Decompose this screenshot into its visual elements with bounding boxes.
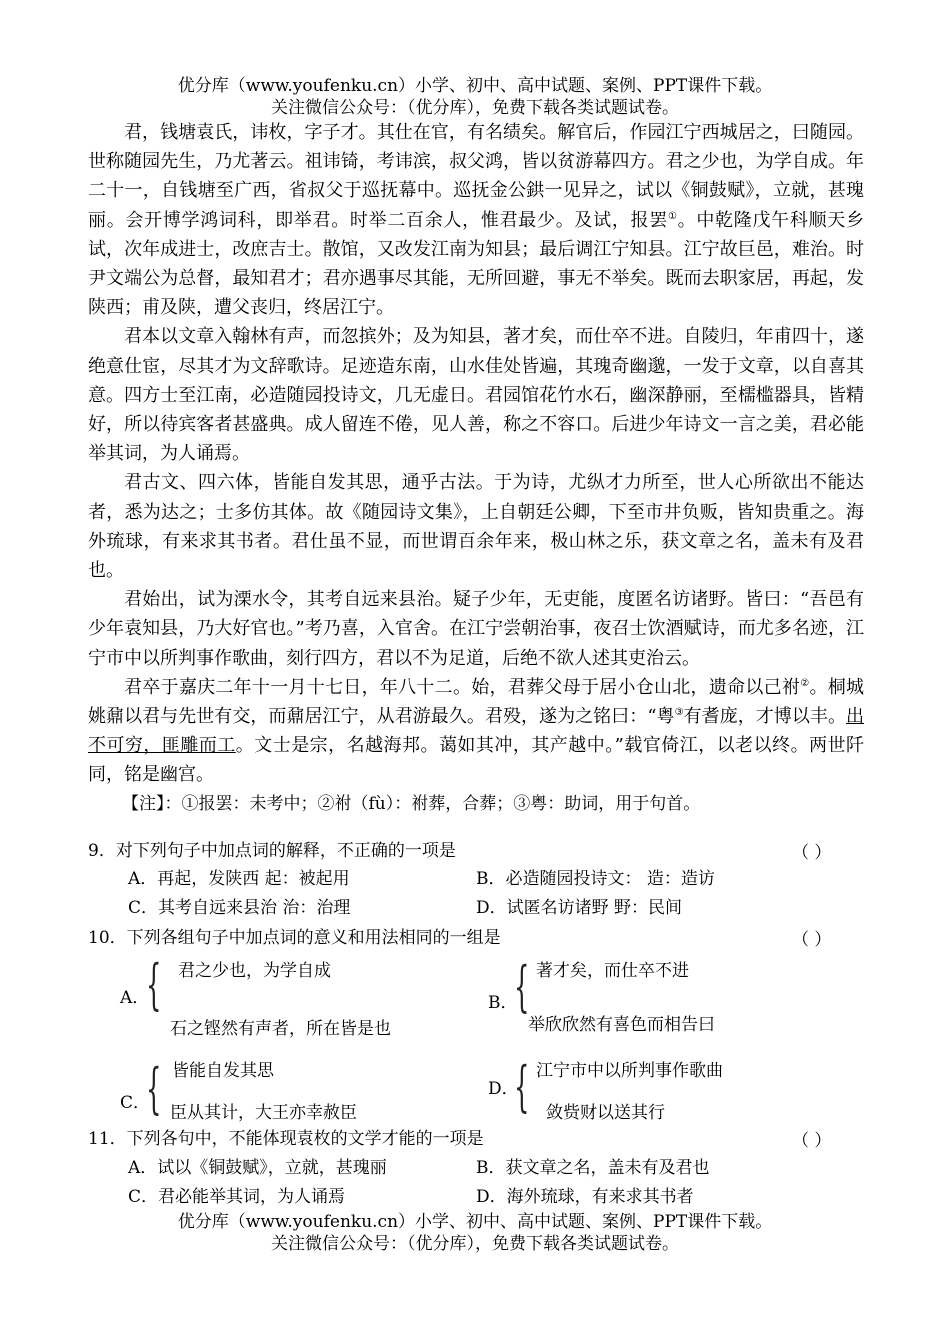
q10-option-a-line-2: 石之铿然有声者，所在皆是也	[170, 1019, 391, 1039]
q10-option-b-line-1: 著才矣，而仕卒不进	[536, 961, 689, 981]
passage-paragraph-5: 君卒于嘉庆二年十一月十七日，年八十二。始，君葬父母于居小仓山北，遗命以己祔②。桐城姚鼐以君与先世有交，而鼐居江宁，从君游最久。君殁，遂为之铭曰：“粤③有耆庞，才博以丰。出不可穷，匪雕而工。文士是宗，名越海邦。蔼如其冲，其产越中。”载官倚江，以老以终。两世阡同，铭是幽宫。	[88, 676, 865, 786]
q10-option-c-label: C．	[120, 1093, 151, 1113]
q10-stem: 10．下列各组句子中加点词的意义和用法相同的一组是	[88, 928, 501, 948]
q10-option-c-brace: {	[146, 1057, 162, 1120]
underlined-phrase: 出不可穷，匪雕而工	[88, 706, 865, 757]
passage-paragraph-2: 君本以文章入翰林有声，而忽摈外；及为知县，著才矣，而仕卒不进。自陵归，年甫四十，遂绝意仕宦，尽其才为文辞歌诗。足迹造东南，山水佳处皆遍，其瑰奇幽邈，一发于文章，以自喜其意。四方士至江南，必造随园投诗文，几无虚日。君园馆花竹水石，幽深静丽，至檽槛器具，皆精好，所以待宾客者甚盛典。成人留连不倦，见人善，称之不容口。后进少年诗文一言之美，君必能举其词，为人诵焉。	[88, 326, 864, 465]
q11-answer-paren: （ ）	[792, 1131, 832, 1151]
q10-option-d-brace: {	[514, 1055, 530, 1118]
passage-paragraph-1: 君，钱塘袁氏，讳枚，字子才。其仕在官，有名绩矣。解官后，作园江宁西城居之，曰随园。世称随园先生，乃尤著云。祖讳锜，考讳滨，叔父鸿，皆以贫游幕四方。君之少也，为学自成。年二十一，自钱塘至广西，省叔父于巡抚幕中。巡抚金公鉷一见异之，试以《铜鼓赋》，立就，甚瑰丽。会开博学鸿词科，即举君。时举二百余人，惟君最少。及试，报罢①。中乾隆戊午科顺天乡试，次年成进士，改庶吉士。散馆，又改发江南为知县；最后调江宁知县。江宁故巨邑，难治。时尹文端公为总督，最知君才；君亦遇事尽其能，无所回避，事无不举矣。既而去职家居，再起，发陕西；甫及陕，遭父丧归，终居江宁。	[88, 122, 865, 319]
q10-option-d-line-2: 敛赀财以送其行	[546, 1103, 665, 1123]
q10-option-c-line-1: 皆能自发其思	[172, 1061, 274, 1081]
header-line-1: 优分库（www.youfenku.cn）小学、初中、高中试题、案例、PPT课件下载。	[177, 76, 773, 96]
annotation-note: 【注】：①报罢：未考中；②祔（fù）：祔葬，合葬；③粤：助词，用于句首。	[122, 793, 701, 814]
header-line-2: 关注微信公众号：（优分库），免费下载各类试题试卷。	[271, 98, 679, 118]
q10-option-b-label: B．	[488, 993, 518, 1013]
footer-line-1: 优分库（www.youfenku.cn）小学、初中、高中试题、案例、PPT课件下载。	[177, 1212, 773, 1232]
q9-option-b: B．必造随园投诗文： 造：造访	[476, 869, 715, 889]
q10-answer-paren: （ ）	[792, 930, 832, 950]
q10-option-c-line-2: 臣从其计，大王亦幸赦臣	[170, 1103, 357, 1123]
q10-option-b-brace: {	[514, 955, 530, 1018]
q11-option-d: D．海外琉球，有来求其书者	[476, 1187, 694, 1207]
q11-stem: 11．下列各句中，不能体现袁枚的文学才能的一项是	[88, 1129, 484, 1149]
q10-option-b-line-2: 举欣欣然有喜色而相告曰	[528, 1015, 715, 1035]
q10-option-a-label: A．	[120, 988, 150, 1008]
q9-stem: 9．对下列句子中加点词的解释，不正确的一项是	[88, 841, 456, 861]
q9-answer-paren: （ ）	[792, 843, 832, 863]
q10-option-d-line-1: 江宁市中以所判事作歌曲	[536, 1061, 723, 1081]
q10-option-d-label: D．	[488, 1079, 519, 1099]
q11-option-c: C．君必能举其词，为人诵焉	[128, 1187, 346, 1207]
passage-paragraph-4: 君始出，试为溧水令，其考自远来县治。疑子少年，无吏能，度匿名访诸野。皆曰：“吾邑有少年袁知县，乃大好官也。”考乃喜，入官舍。在江宁尝朝治事，夜召士饮酒赋诗，而尤多名迹，江宁市中以所判事作歌曲，刻行四方，君以不为足道，后绝不欲人述其吏治云。	[88, 589, 864, 669]
passage-paragraph-3: 君古文、四六体，皆能自发其思，通乎古法。于为诗，尤纵才力所至，世人心所欲出不能达者，悉为达之；士多仿其体。故《随园诗文集》，上自朝廷公卿，下至市井负贩，皆知贵重之。海外琉球，有来求其书者。君仕虽不显，而世谓百余年来，极山林之乐，获文章之名，盖未有及君也。	[88, 472, 864, 582]
q9-option-c: C．其考自远来县治 治：治理	[128, 898, 351, 918]
footer-line-2: 关注微信公众号：（优分库），免费下载各类试题试卷。	[271, 1234, 679, 1254]
q11-option-a: A．试以《铜鼓赋》，立就，甚瑰丽	[128, 1158, 387, 1178]
q11-option-b: B．获文章之名，盖未有及君也	[476, 1158, 710, 1178]
q9-option-a: A．再起，发陕西 起：被起用	[128, 869, 350, 889]
q10-option-a-line-1: 君之少也，为学自成	[178, 961, 331, 981]
q9-option-d: D．试匿名访诸野 野：民间	[476, 898, 683, 918]
passage	[88, 118, 864, 819]
q10-option-a-brace: {	[146, 953, 162, 1016]
